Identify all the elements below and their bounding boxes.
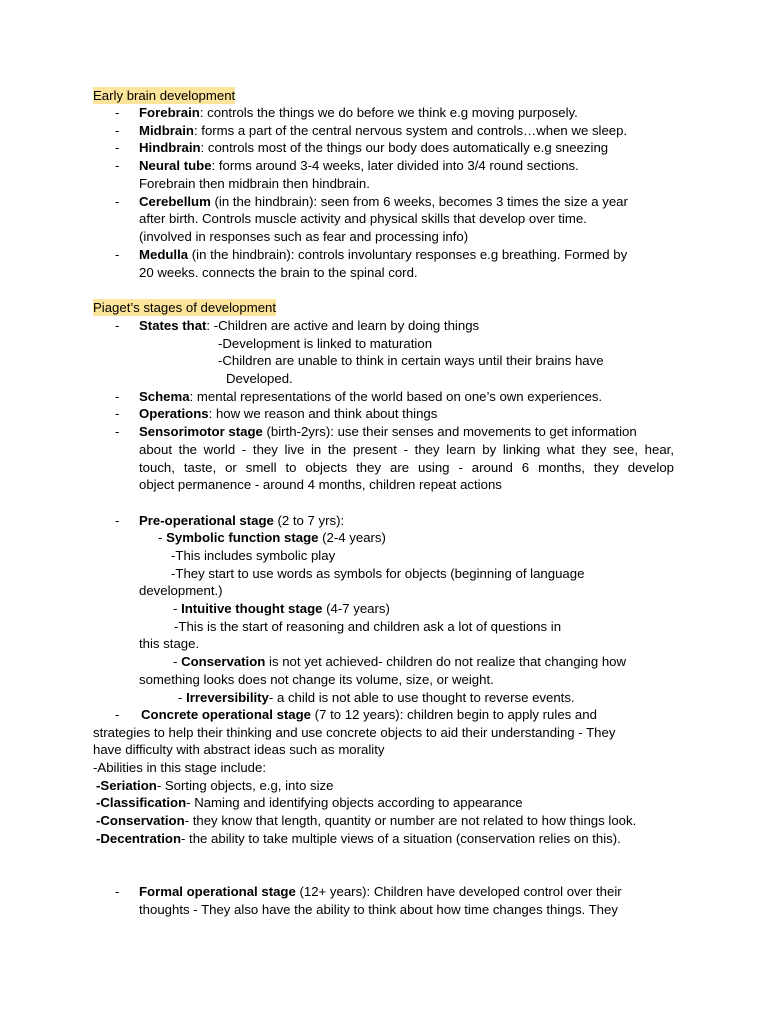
list-item-medulla: Medulla (in the hindbrain): controls involuntary responses e.g breathing. Formed by bbox=[139, 247, 628, 262]
concrete-line3: have difficulty with abstract ideas such as morality bbox=[93, 742, 385, 757]
list-item-cerebellum-cont: after birth. Controls muscle activity and physical skills that develop over time. bbox=[139, 211, 587, 226]
bullet: - bbox=[115, 247, 120, 262]
sensorimotor-cont2: touch, taste, or smell to objects they are using - around 6 months, they develop bbox=[139, 460, 674, 475]
list-item-concrete: Concrete operational stage (7 to 12 years): children begin to apply rules and bbox=[141, 707, 597, 722]
ability-seriation: -Seriation- Sorting objects, e.g, into size bbox=[96, 778, 334, 793]
sub-item-symbolic: - Symbolic function stage (2-4 years) bbox=[158, 530, 386, 545]
list-item-cerebellum-cont2: (involved in responses such as fear and processing info) bbox=[139, 229, 469, 244]
bullet: - bbox=[115, 158, 120, 173]
list-item-forebrain: Forebrain: controls the things we do before we think e.g moving purposely. bbox=[139, 105, 578, 120]
bullet: - bbox=[115, 707, 120, 722]
bullet: - bbox=[115, 884, 120, 899]
intuitive-line1: -This is the start of reasoning and children ask a lot of questions in bbox=[174, 619, 562, 634]
list-item-formal: Formal operational stage (12+ years): Children have developed control over their bbox=[139, 884, 622, 899]
ability-conservation: -Conservation- they know that length, quantity or number are not related to how things look. bbox=[96, 813, 637, 828]
bullet: - bbox=[115, 389, 120, 404]
list-item-midbrain: Midbrain: forms a part of the central nervous system and controls…when we sleep. bbox=[139, 123, 628, 138]
ability-decentration: -Decentration- the ability to take multiple views of a situation (conservation relies on this). bbox=[96, 831, 621, 846]
list-item-cerebellum: Cerebellum (in the hindbrain): seen from 6 weeks, becomes 3 times the size a year bbox=[139, 194, 628, 209]
sensorimotor-cont3: object permanence - around 4 months, children repeat actions bbox=[139, 477, 502, 492]
list-item-states-that: States that: -Children are active and learn by doing things bbox=[139, 318, 480, 333]
intuitive-line2: this stage. bbox=[139, 636, 200, 651]
states-that-line3: -Children are unable to think in certain ways until their brains have bbox=[218, 353, 604, 368]
concrete-line4: -Abilities in this stage include: bbox=[93, 760, 266, 775]
list-item-preoperational: Pre-operational stage (2 to 7 yrs): bbox=[139, 513, 345, 528]
sensorimotor-cont1: about the world - they live in the present - they learn by linking what they see, hear, bbox=[139, 442, 674, 457]
list-item-operations: Operations: how we reason and think about things bbox=[139, 406, 438, 421]
list-item-schema: Schema: mental representations of the world based on one’s own experiences. bbox=[139, 389, 603, 404]
bullet: - bbox=[115, 105, 120, 120]
list-item-hindbrain: Hindbrain: controls most of the things our body does automatically e.g sneezing bbox=[139, 140, 609, 155]
sub-item-intuitive: - Intuitive thought stage (4-7 years) bbox=[173, 601, 390, 616]
bullet: - bbox=[115, 123, 120, 138]
list-item-medulla-cont: 20 weeks. connects the brain to the spinal cord. bbox=[139, 265, 418, 280]
states-that-line2: -Development is linked to maturation bbox=[218, 336, 433, 351]
section-heading-piaget: Piaget’s stages of development bbox=[93, 300, 277, 315]
conservation-line2: something looks does not change its volume, size, or weight. bbox=[139, 672, 494, 687]
bullet: - bbox=[115, 406, 120, 421]
list-item-neural-tube-cont: Forebrain then midbrain then hindbrain. bbox=[139, 176, 370, 191]
symbolic-line1: -This includes symbolic play bbox=[171, 548, 336, 563]
formal-cont: thoughts - They also have the ability to think about how time changes things. They bbox=[139, 902, 618, 917]
list-item-sensorimotor: Sensorimotor stage (birth-2yrs): use their senses and movements to get information bbox=[139, 424, 637, 439]
bullet: - bbox=[115, 194, 120, 209]
bullet: - bbox=[115, 140, 120, 155]
symbolic-line3: development.) bbox=[139, 583, 223, 598]
states-that-line4: Developed. bbox=[226, 371, 293, 386]
bullet: - bbox=[115, 424, 120, 439]
concrete-line2: strategies to help their thinking and use concrete objects to aid their understanding - They bbox=[93, 725, 616, 740]
list-item-neural-tube: Neural tube: forms around 3-4 weeks, later divided into 3/4 round sections. bbox=[139, 158, 579, 173]
section-heading-early-brain: Early brain development bbox=[93, 88, 236, 103]
sub-item-irreversibility: - Irreversibility- a child is not able to use thought to reverse events. bbox=[178, 690, 575, 705]
ability-classification: -Classification- Naming and identifying objects according to appearance bbox=[96, 795, 523, 810]
symbolic-line2: -They start to use words as symbols for objects (beginning of language bbox=[171, 566, 585, 581]
sub-item-conservation: - Conservation is not yet achieved- children do not realize that changing how bbox=[173, 654, 627, 669]
bullet: - bbox=[115, 318, 120, 333]
bullet: - bbox=[115, 513, 120, 528]
